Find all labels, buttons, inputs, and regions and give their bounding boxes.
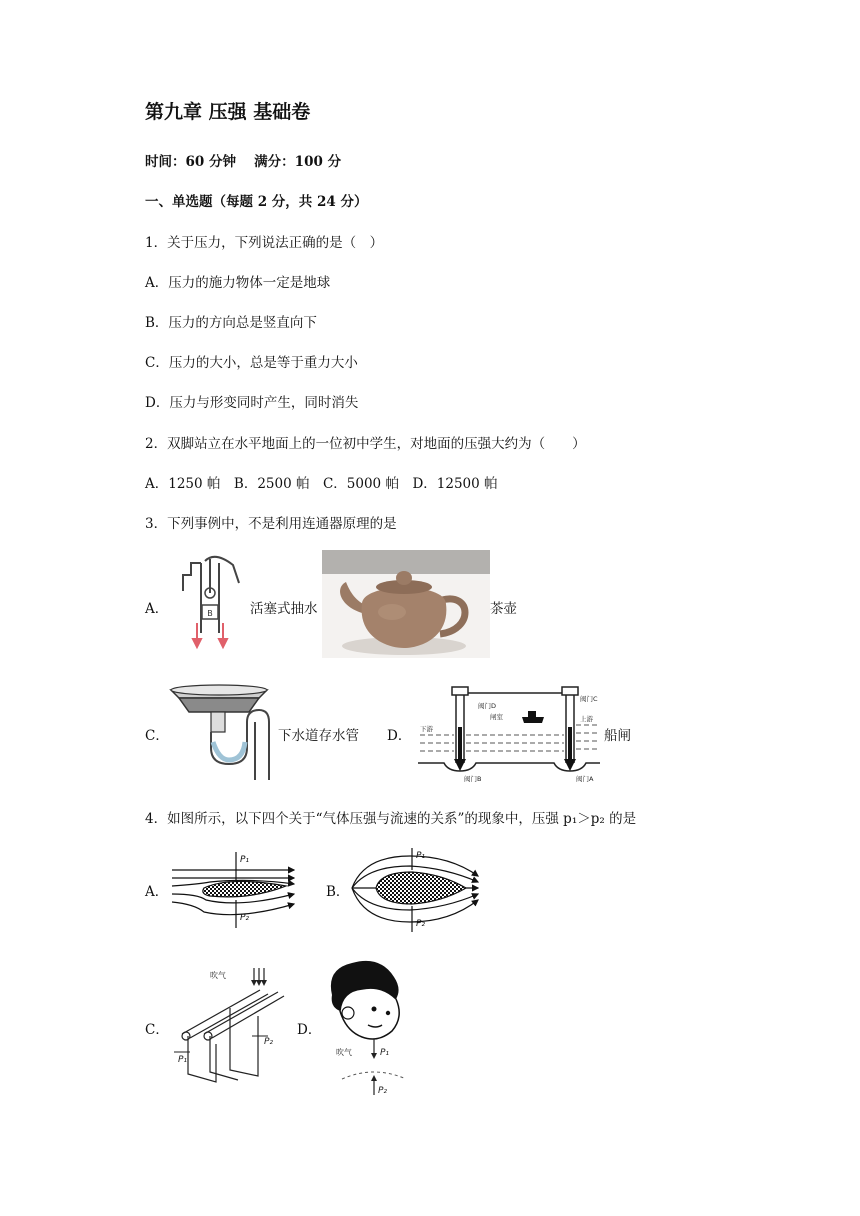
- lock-label-valve-d: 阀门D: [478, 702, 497, 710]
- q4-option-a-label: A．: [145, 884, 169, 900]
- question-2-stem: 2．双脚站立在水平地面上的一位初中学生，对地面的压强大约为（ ）: [145, 436, 586, 452]
- q3-option-a-text: 活塞式抽水: [250, 601, 318, 617]
- question-1-option-d: D．压力与形变同时产生，同时消失: [145, 395, 359, 411]
- q3-option-d-label: D．: [387, 728, 412, 744]
- lock-label-upstream: 上游: [580, 715, 593, 723]
- question-2-options: A．1250 帕 B．2500 帕 C．5000 帕 D．12500 帕: [145, 476, 498, 492]
- teapot-figure: [322, 550, 490, 658]
- lock-label-valve-c: 阀门C: [580, 695, 598, 703]
- q3-option-c-text: 下水道存水管: [278, 728, 359, 744]
- question-3-stem: 3．下列事例中，不是利用连通器原理的是: [145, 516, 397, 532]
- airflow-wing-figure-b: [350, 846, 482, 934]
- ship-lock-figure: [418, 683, 600, 783]
- q3-option-a-label: A．: [145, 601, 169, 617]
- blow-label-c: 吹气: [210, 971, 226, 980]
- lock-label-valve-b: 阀门B: [464, 775, 482, 783]
- p1-label-b: P₁: [416, 851, 426, 861]
- p1-label-d: P₁: [380, 1048, 390, 1058]
- q4-option-c-label: C．: [145, 1022, 169, 1038]
- p1-label-a: P₁: [240, 855, 250, 865]
- lock-label-valve-a: 阀门A: [576, 775, 594, 783]
- q4-option-d-label: D．: [297, 1022, 322, 1038]
- question-1-option-b: B．压力的方向总是竖直向下: [145, 315, 317, 331]
- lock-label-downstream: 下游: [420, 725, 433, 733]
- pump-valve-letter: B: [207, 609, 213, 618]
- p2-label-a: P₂: [240, 913, 250, 923]
- exam-meta: 时间：60 分钟 满分：100 分: [145, 154, 342, 170]
- q4-option-b-label: B．: [326, 884, 350, 900]
- page-title: 第九章 压强 基础卷: [145, 101, 311, 123]
- airflow-wing-figure-a: [170, 848, 298, 930]
- p1-label-c: P₁: [178, 1055, 188, 1065]
- piston-pump-figure: [175, 553, 245, 651]
- question-1-option-c: C．压力的大小，总是等于重力大小: [145, 355, 358, 371]
- drain-trap-figure: [167, 680, 277, 784]
- p2-label-b: P₂: [416, 919, 426, 929]
- blow-label-d: 吹气: [336, 1048, 352, 1057]
- q3-option-b-text: 茶壶: [490, 601, 517, 617]
- paper-sheets-figure: [168, 962, 286, 1084]
- question-1-stem: 1．关于压力，下列说法正确的是（ ）: [145, 235, 384, 251]
- blowing-child-figure: [322, 955, 416, 1099]
- q3-option-c-label: C．: [145, 728, 169, 744]
- lock-label-chamber: 闸室: [490, 713, 503, 721]
- question-4-stem: 4．如图所示，以下四个关于“气体压强与流速的关系”的现象中，压强 p₁＞p₂ 的是: [145, 811, 637, 827]
- q3-option-d-text: 船闸: [604, 728, 631, 744]
- p2-label-c: P₂: [264, 1037, 274, 1047]
- question-1-option-a: A．压力的施力物体一定是地球: [145, 275, 331, 291]
- section-heading: 一、单选题（每题 2 分，共 24 分）: [145, 194, 368, 210]
- p2-label-d: P₂: [378, 1086, 388, 1096]
